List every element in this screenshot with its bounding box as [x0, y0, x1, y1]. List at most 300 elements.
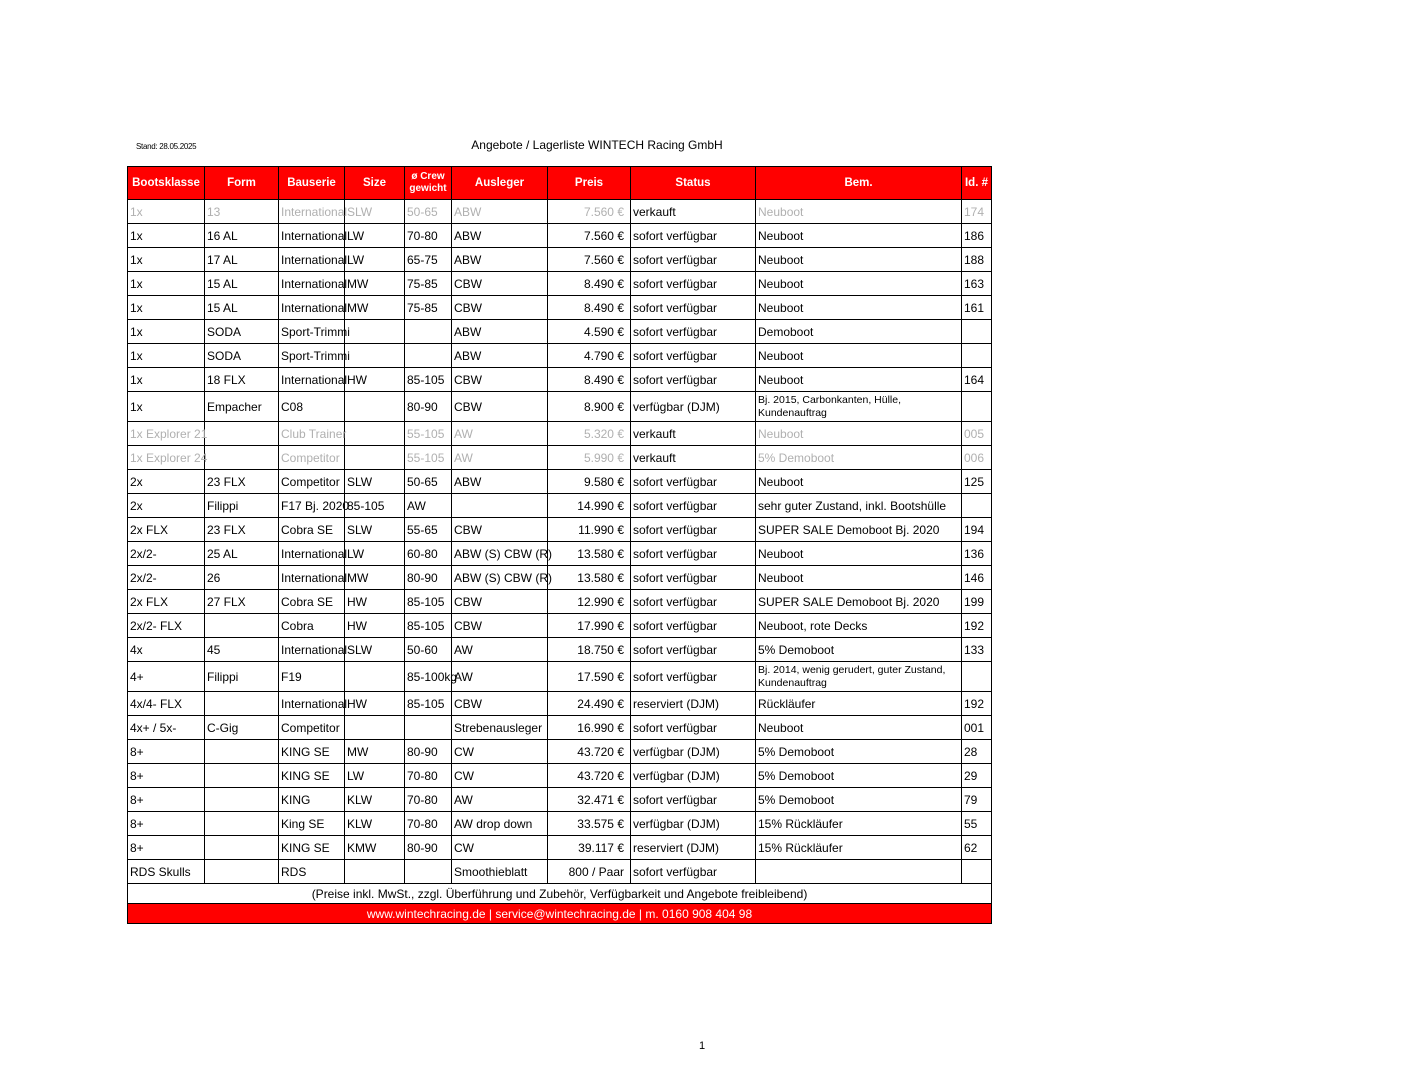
cell-bauserie: Competitor	[279, 446, 345, 470]
cell-preis: 14.990 €	[548, 494, 631, 518]
table-row	[128, 344, 992, 368]
col-header-preis: Preis	[548, 167, 631, 200]
cell-ausleger: CBW	[452, 368, 548, 392]
cell-ausleger: Strebenausleger	[452, 716, 548, 740]
cell-status: sofort verfügbar	[631, 614, 756, 638]
col-header-bem: Bem.	[756, 167, 962, 200]
cell-form: 23 FLX	[205, 470, 279, 494]
cell-id	[962, 392, 992, 422]
cell-bem: Neuboot, rote Decks	[756, 614, 962, 638]
cell-bem: 5% Demoboot	[756, 764, 962, 788]
cell-bootsklasse: 2x/2- FLX	[128, 614, 205, 638]
cell-preis: 4.790 €	[548, 344, 631, 368]
cell-id	[962, 494, 992, 518]
cell-ausleger	[452, 494, 548, 518]
cell-id	[962, 344, 992, 368]
cell-bootsklasse: 1x Explorer 21	[128, 422, 205, 446]
cell-bootsklasse: 1x	[128, 368, 205, 392]
cell-crew: 60-80	[405, 542, 452, 566]
cell-bauserie: C08	[279, 392, 345, 422]
table-row	[128, 272, 992, 296]
cell-id: 163	[962, 272, 992, 296]
cell-bootsklasse: 1x	[128, 296, 205, 320]
cell-bootsklasse: 8+	[128, 812, 205, 836]
table-row	[128, 614, 992, 638]
cell-form: C-Gig	[205, 716, 279, 740]
cell-size	[345, 392, 405, 422]
cell-crew: 50-60	[405, 638, 452, 662]
cell-bem: Bj. 2015, Carbonkanten, Hülle, Kundenauftrag	[756, 392, 962, 422]
cell-size: HW	[345, 368, 405, 392]
cell-bem	[756, 860, 962, 884]
cell-bauserie: Cobra SE	[279, 518, 345, 542]
cell-form: Filippi	[205, 662, 279, 692]
col-header-status: Status	[631, 167, 756, 200]
cell-preis: 17.590 €	[548, 662, 631, 692]
cell-id: 133	[962, 638, 992, 662]
cell-ausleger: CW	[452, 764, 548, 788]
cell-bauserie: Competitor	[279, 470, 345, 494]
cell-ausleger: AW drop down	[452, 812, 548, 836]
cell-form	[205, 860, 279, 884]
cell-status: verfügbar (DJM)	[631, 764, 756, 788]
cell-ausleger: CW	[452, 836, 548, 860]
cell-bauserie: RDS	[279, 860, 345, 884]
cell-id: 192	[962, 692, 992, 716]
cell-crew: 85-105	[405, 692, 452, 716]
cell-ausleger: ABW	[452, 344, 548, 368]
cell-id	[962, 662, 992, 692]
cell-bauserie: KING SE	[279, 836, 345, 860]
cell-id: 62	[962, 836, 992, 860]
cell-form: 23 FLX	[205, 518, 279, 542]
cell-ausleger: ABW	[452, 320, 548, 344]
table-row	[128, 812, 992, 836]
cell-bauserie: F19	[279, 662, 345, 692]
cell-form	[205, 614, 279, 638]
cell-size	[345, 320, 405, 344]
cell-size: HW	[345, 590, 405, 614]
cell-ausleger: ABW (S) CBW (R)	[452, 542, 548, 566]
cell-form	[205, 740, 279, 764]
cell-bem: 5% Demoboot	[756, 638, 962, 662]
cell-form: SODA	[205, 344, 279, 368]
cell-bootsklasse: 1x	[128, 224, 205, 248]
cell-preis: 18.750 €	[548, 638, 631, 662]
cell-bootsklasse: 2x/2-	[128, 542, 205, 566]
cell-bootsklasse: 2x/2-	[128, 566, 205, 590]
footer-contact-row	[128, 904, 992, 924]
cell-crew: 80-90	[405, 740, 452, 764]
cell-size: HW	[345, 614, 405, 638]
cell-status: sofort verfügbar	[631, 248, 756, 272]
cell-bauserie: KING SE	[279, 764, 345, 788]
cell-id: 192	[962, 614, 992, 638]
col-header-crew: ø Crew gewicht	[405, 167, 452, 200]
cell-bootsklasse: 4x+ / 5x-	[128, 716, 205, 740]
cell-form: SODA	[205, 320, 279, 344]
cell-form	[205, 446, 279, 470]
cell-preis: 33.575 €	[548, 812, 631, 836]
cell-bem: 15% Rückläufer	[756, 836, 962, 860]
cell-status: sofort verfügbar	[631, 296, 756, 320]
cell-bootsklasse: 4x	[128, 638, 205, 662]
cell-status: sofort verfügbar	[631, 518, 756, 542]
cell-id	[962, 320, 992, 344]
cell-crew: 70-80	[405, 224, 452, 248]
cell-bauserie: International	[279, 542, 345, 566]
cell-size: MW	[345, 566, 405, 590]
cell-bem: Neuboot	[756, 344, 962, 368]
cell-ausleger: CW	[452, 740, 548, 764]
cell-size	[345, 662, 405, 692]
cell-bem: Neuboot	[756, 248, 962, 272]
cell-ausleger: AW	[452, 446, 548, 470]
cell-bootsklasse: 1x	[128, 272, 205, 296]
cell-bauserie: International	[279, 224, 345, 248]
table-row	[128, 566, 992, 590]
cell-id: 55	[962, 812, 992, 836]
cell-form	[205, 422, 279, 446]
cell-id	[962, 860, 992, 884]
cell-id: 188	[962, 248, 992, 272]
cell-bem: 5% Demoboot	[756, 446, 962, 470]
cell-preis: 8.490 €	[548, 368, 631, 392]
cell-size: LW	[345, 248, 405, 272]
cell-status: verkauft	[631, 422, 756, 446]
cell-preis: 17.990 €	[548, 614, 631, 638]
cell-id: 28	[962, 740, 992, 764]
cell-bootsklasse: 4+	[128, 662, 205, 692]
cell-preis: 11.990 €	[548, 518, 631, 542]
cell-crew: 85-100kg	[405, 662, 452, 692]
table-row	[128, 692, 992, 716]
cell-crew: 80-90	[405, 836, 452, 860]
table-row	[128, 200, 992, 224]
document-title: Angebote / Lagerliste WINTECH Racing GmbH	[471, 138, 723, 152]
cell-form: 13	[205, 200, 279, 224]
table-row	[128, 368, 992, 392]
cell-size	[345, 446, 405, 470]
stock-table	[127, 166, 992, 924]
cell-size: HW	[345, 692, 405, 716]
cell-preis: 24.490 €	[548, 692, 631, 716]
cell-bauserie: International	[279, 248, 345, 272]
cell-bauserie: F17 Bj. 2020	[279, 494, 345, 518]
cell-form: 17 AL	[205, 248, 279, 272]
cell-crew: AW	[405, 494, 452, 518]
cell-crew: 80-90	[405, 566, 452, 590]
cell-preis: 5.990 €	[548, 446, 631, 470]
cell-bauserie: International	[279, 272, 345, 296]
cell-ausleger: ABW	[452, 200, 548, 224]
cell-bem: Neuboot	[756, 470, 962, 494]
cell-crew: 85-105	[405, 614, 452, 638]
col-header-size: Size	[345, 167, 405, 200]
cell-preis: 43.720 €	[548, 764, 631, 788]
cell-id: 79	[962, 788, 992, 812]
cell-bootsklasse: 1x	[128, 344, 205, 368]
table-row	[128, 296, 992, 320]
cell-ausleger: AW	[452, 422, 548, 446]
cell-preis: 12.990 €	[548, 590, 631, 614]
cell-ausleger: CBW	[452, 590, 548, 614]
cell-id: 194	[962, 518, 992, 542]
table-row	[128, 740, 992, 764]
cell-status: sofort verfügbar	[631, 662, 756, 692]
cell-status: sofort verfügbar	[631, 590, 756, 614]
table-row	[128, 662, 992, 692]
cell-crew	[405, 320, 452, 344]
cell-size: 85-105	[345, 494, 405, 518]
cell-bem: Neuboot	[756, 368, 962, 392]
col-header-bauserie: Bauserie	[279, 167, 345, 200]
cell-size: LW	[345, 224, 405, 248]
cell-status: sofort verfügbar	[631, 494, 756, 518]
cell-size: KLW	[345, 812, 405, 836]
contact-info: www.wintechracing.de | service@wintechracing.de | m. 0160 908 404 98	[128, 904, 992, 924]
cell-bootsklasse: 1x	[128, 248, 205, 272]
cell-status: reserviert (DJM)	[631, 692, 756, 716]
cell-bootsklasse: 2x FLX	[128, 518, 205, 542]
cell-size: MW	[345, 272, 405, 296]
cell-id: 125	[962, 470, 992, 494]
table-row	[128, 470, 992, 494]
cell-bem: 5% Demoboot	[756, 740, 962, 764]
cell-bootsklasse: 8+	[128, 764, 205, 788]
cell-bauserie: International	[279, 200, 345, 224]
cell-crew: 55-105	[405, 446, 452, 470]
cell-preis: 9.580 €	[548, 470, 631, 494]
cell-preis: 13.580 €	[548, 566, 631, 590]
cell-crew: 80-90	[405, 392, 452, 422]
cell-size: SLW	[345, 518, 405, 542]
cell-status: sofort verfügbar	[631, 224, 756, 248]
cell-bootsklasse: RDS Skulls	[128, 860, 205, 884]
cell-crew	[405, 716, 452, 740]
cell-bem: Neuboot	[756, 566, 962, 590]
cell-preis: 8.490 €	[548, 272, 631, 296]
cell-crew	[405, 860, 452, 884]
cell-ausleger: CBW	[452, 692, 548, 716]
table-row	[128, 422, 992, 446]
cell-form: 15 AL	[205, 272, 279, 296]
cell-preis: 7.560 €	[548, 200, 631, 224]
table-row	[128, 518, 992, 542]
cell-size: SLW	[345, 470, 405, 494]
cell-form: 26	[205, 566, 279, 590]
cell-id: 136	[962, 542, 992, 566]
cell-bootsklasse: 1x	[128, 392, 205, 422]
cell-id: 199	[962, 590, 992, 614]
cell-preis: 7.560 €	[548, 224, 631, 248]
cell-form: 27 FLX	[205, 590, 279, 614]
cell-preis: 39.117 €	[548, 836, 631, 860]
cell-crew: 70-80	[405, 812, 452, 836]
cell-status: verfügbar (DJM)	[631, 392, 756, 422]
cell-bauserie: KING SE	[279, 740, 345, 764]
cell-form: 18 FLX	[205, 368, 279, 392]
cell-id: 146	[962, 566, 992, 590]
cell-ausleger: AW	[452, 788, 548, 812]
table-row	[128, 764, 992, 788]
cell-bem: SUPER SALE Demoboot Bj. 2020	[756, 518, 962, 542]
cell-ausleger: CBW	[452, 272, 548, 296]
cell-bem: Bj. 2014, wenig gerudert, guter Zustand, Kundenauftrag	[756, 662, 962, 692]
cell-bauserie: Club Trainer	[279, 422, 345, 446]
cell-preis: 800 / Paar	[548, 860, 631, 884]
cell-status: verfügbar (DJM)	[631, 740, 756, 764]
cell-crew: 75-85	[405, 296, 452, 320]
table-body	[128, 200, 992, 884]
cell-ausleger: CBW	[452, 518, 548, 542]
cell-bem: Neuboot	[756, 200, 962, 224]
cell-bootsklasse: 2x	[128, 470, 205, 494]
cell-bem: Neuboot	[756, 224, 962, 248]
cell-ausleger: Smoothieblatt	[452, 860, 548, 884]
cell-ausleger: ABW	[452, 248, 548, 272]
cell-form	[205, 812, 279, 836]
col-header-id: Id. #	[962, 167, 992, 200]
cell-form	[205, 836, 279, 860]
cell-size	[345, 716, 405, 740]
cell-ausleger: ABW	[452, 470, 548, 494]
table-row	[128, 836, 992, 860]
cell-bootsklasse: 1x	[128, 200, 205, 224]
cell-bem: SUPER SALE Demoboot Bj. 2020	[756, 590, 962, 614]
footer-note-row	[128, 884, 992, 904]
cell-bootsklasse: 8+	[128, 836, 205, 860]
table-row	[128, 542, 992, 566]
cell-id: 174	[962, 200, 992, 224]
cell-preis: 7.560 €	[548, 248, 631, 272]
cell-status: sofort verfügbar	[631, 272, 756, 296]
cell-bootsklasse: 4x/4- FLX	[128, 692, 205, 716]
cell-form: 25 AL	[205, 542, 279, 566]
cell-crew: 65-75	[405, 248, 452, 272]
table-header-row	[128, 167, 992, 200]
cell-id: 29	[962, 764, 992, 788]
cell-status: sofort verfügbar	[631, 788, 756, 812]
cell-ausleger: CBW	[452, 392, 548, 422]
cell-bem: Neuboot	[756, 542, 962, 566]
cell-status: sofort verfügbar	[631, 470, 756, 494]
cell-crew	[405, 344, 452, 368]
cell-form: 45	[205, 638, 279, 662]
cell-ausleger: AW	[452, 662, 548, 692]
cell-status: sofort verfügbar	[631, 344, 756, 368]
stand-date: Stand: 28.05.2025	[136, 142, 197, 151]
cell-bauserie: International	[279, 296, 345, 320]
cell-id: 186	[962, 224, 992, 248]
cell-status: verkauft	[631, 446, 756, 470]
table-row	[128, 224, 992, 248]
cell-bauserie: International	[279, 368, 345, 392]
cell-form	[205, 764, 279, 788]
cell-bootsklasse: 8+	[128, 788, 205, 812]
cell-bem: Rückläufer	[756, 692, 962, 716]
cell-crew: 55-65	[405, 518, 452, 542]
cell-bauserie: Cobra SE	[279, 590, 345, 614]
cell-size: LW	[345, 542, 405, 566]
cell-crew: 70-80	[405, 788, 452, 812]
cell-ausleger: CBW	[452, 296, 548, 320]
cell-status: sofort verfügbar	[631, 860, 756, 884]
cell-status: verkauft	[631, 200, 756, 224]
cell-crew: 50-65	[405, 200, 452, 224]
cell-form: 16 AL	[205, 224, 279, 248]
cell-bootsklasse: 8+	[128, 740, 205, 764]
cell-bootsklasse: 1x	[128, 320, 205, 344]
cell-bem: 15% Rückläufer	[756, 812, 962, 836]
cell-crew: 75-85	[405, 272, 452, 296]
cell-ausleger: CBW	[452, 614, 548, 638]
cell-bootsklasse: 2x FLX	[128, 590, 205, 614]
cell-ausleger: ABW	[452, 224, 548, 248]
cell-size: SLW	[345, 200, 405, 224]
cell-bootsklasse: 1x Explorer 24	[128, 446, 205, 470]
table-row	[128, 446, 992, 470]
cell-crew: 70-80	[405, 764, 452, 788]
cell-status: sofort verfügbar	[631, 320, 756, 344]
cell-id: 006	[962, 446, 992, 470]
cell-crew: 85-105	[405, 368, 452, 392]
table-row	[128, 788, 992, 812]
cell-preis: 5.320 €	[548, 422, 631, 446]
cell-status: verfügbar (DJM)	[631, 812, 756, 836]
cell-id: 005	[962, 422, 992, 446]
cell-id: 161	[962, 296, 992, 320]
cell-form: Filippi	[205, 494, 279, 518]
table-row	[128, 716, 992, 740]
cell-status: reserviert (DJM)	[631, 836, 756, 860]
page-number: 1	[698, 1040, 706, 1052]
cell-status: sofort verfügbar	[631, 542, 756, 566]
cell-preis: 13.580 €	[548, 542, 631, 566]
cell-form: 15 AL	[205, 296, 279, 320]
cell-size: SLW	[345, 638, 405, 662]
table-row	[128, 494, 992, 518]
cell-id: 001	[962, 716, 992, 740]
cell-preis: 4.590 €	[548, 320, 631, 344]
col-header-bootsklasse: Bootsklasse	[128, 167, 205, 200]
cell-bem: Neuboot	[756, 296, 962, 320]
cell-bem: Neuboot	[756, 716, 962, 740]
cell-preis: 8.900 €	[548, 392, 631, 422]
table-row	[128, 860, 992, 884]
table-row	[128, 638, 992, 662]
table-row	[128, 392, 992, 422]
cell-crew: 85-105	[405, 590, 452, 614]
cell-bauserie: International	[279, 638, 345, 662]
cell-status: sofort verfügbar	[631, 566, 756, 590]
price-note: (Preise inkl. MwSt., zzgl. Überführung und Zubehör, Verfügbarkeit und Angebote freibleibend)	[128, 884, 992, 904]
cell-crew: 50-65	[405, 470, 452, 494]
cell-bem: 5% Demoboot	[756, 788, 962, 812]
cell-crew: 55-105	[405, 422, 452, 446]
cell-size: MW	[345, 740, 405, 764]
cell-ausleger: ABW (S) CBW (R)	[452, 566, 548, 590]
cell-form	[205, 788, 279, 812]
table-row	[128, 248, 992, 272]
cell-preis: 32.471 €	[548, 788, 631, 812]
cell-bauserie: Cobra	[279, 614, 345, 638]
cell-bauserie: KING	[279, 788, 345, 812]
cell-bootsklasse: 2x	[128, 494, 205, 518]
cell-size: KMW	[345, 836, 405, 860]
cell-size: LW	[345, 764, 405, 788]
cell-status: sofort verfügbar	[631, 638, 756, 662]
